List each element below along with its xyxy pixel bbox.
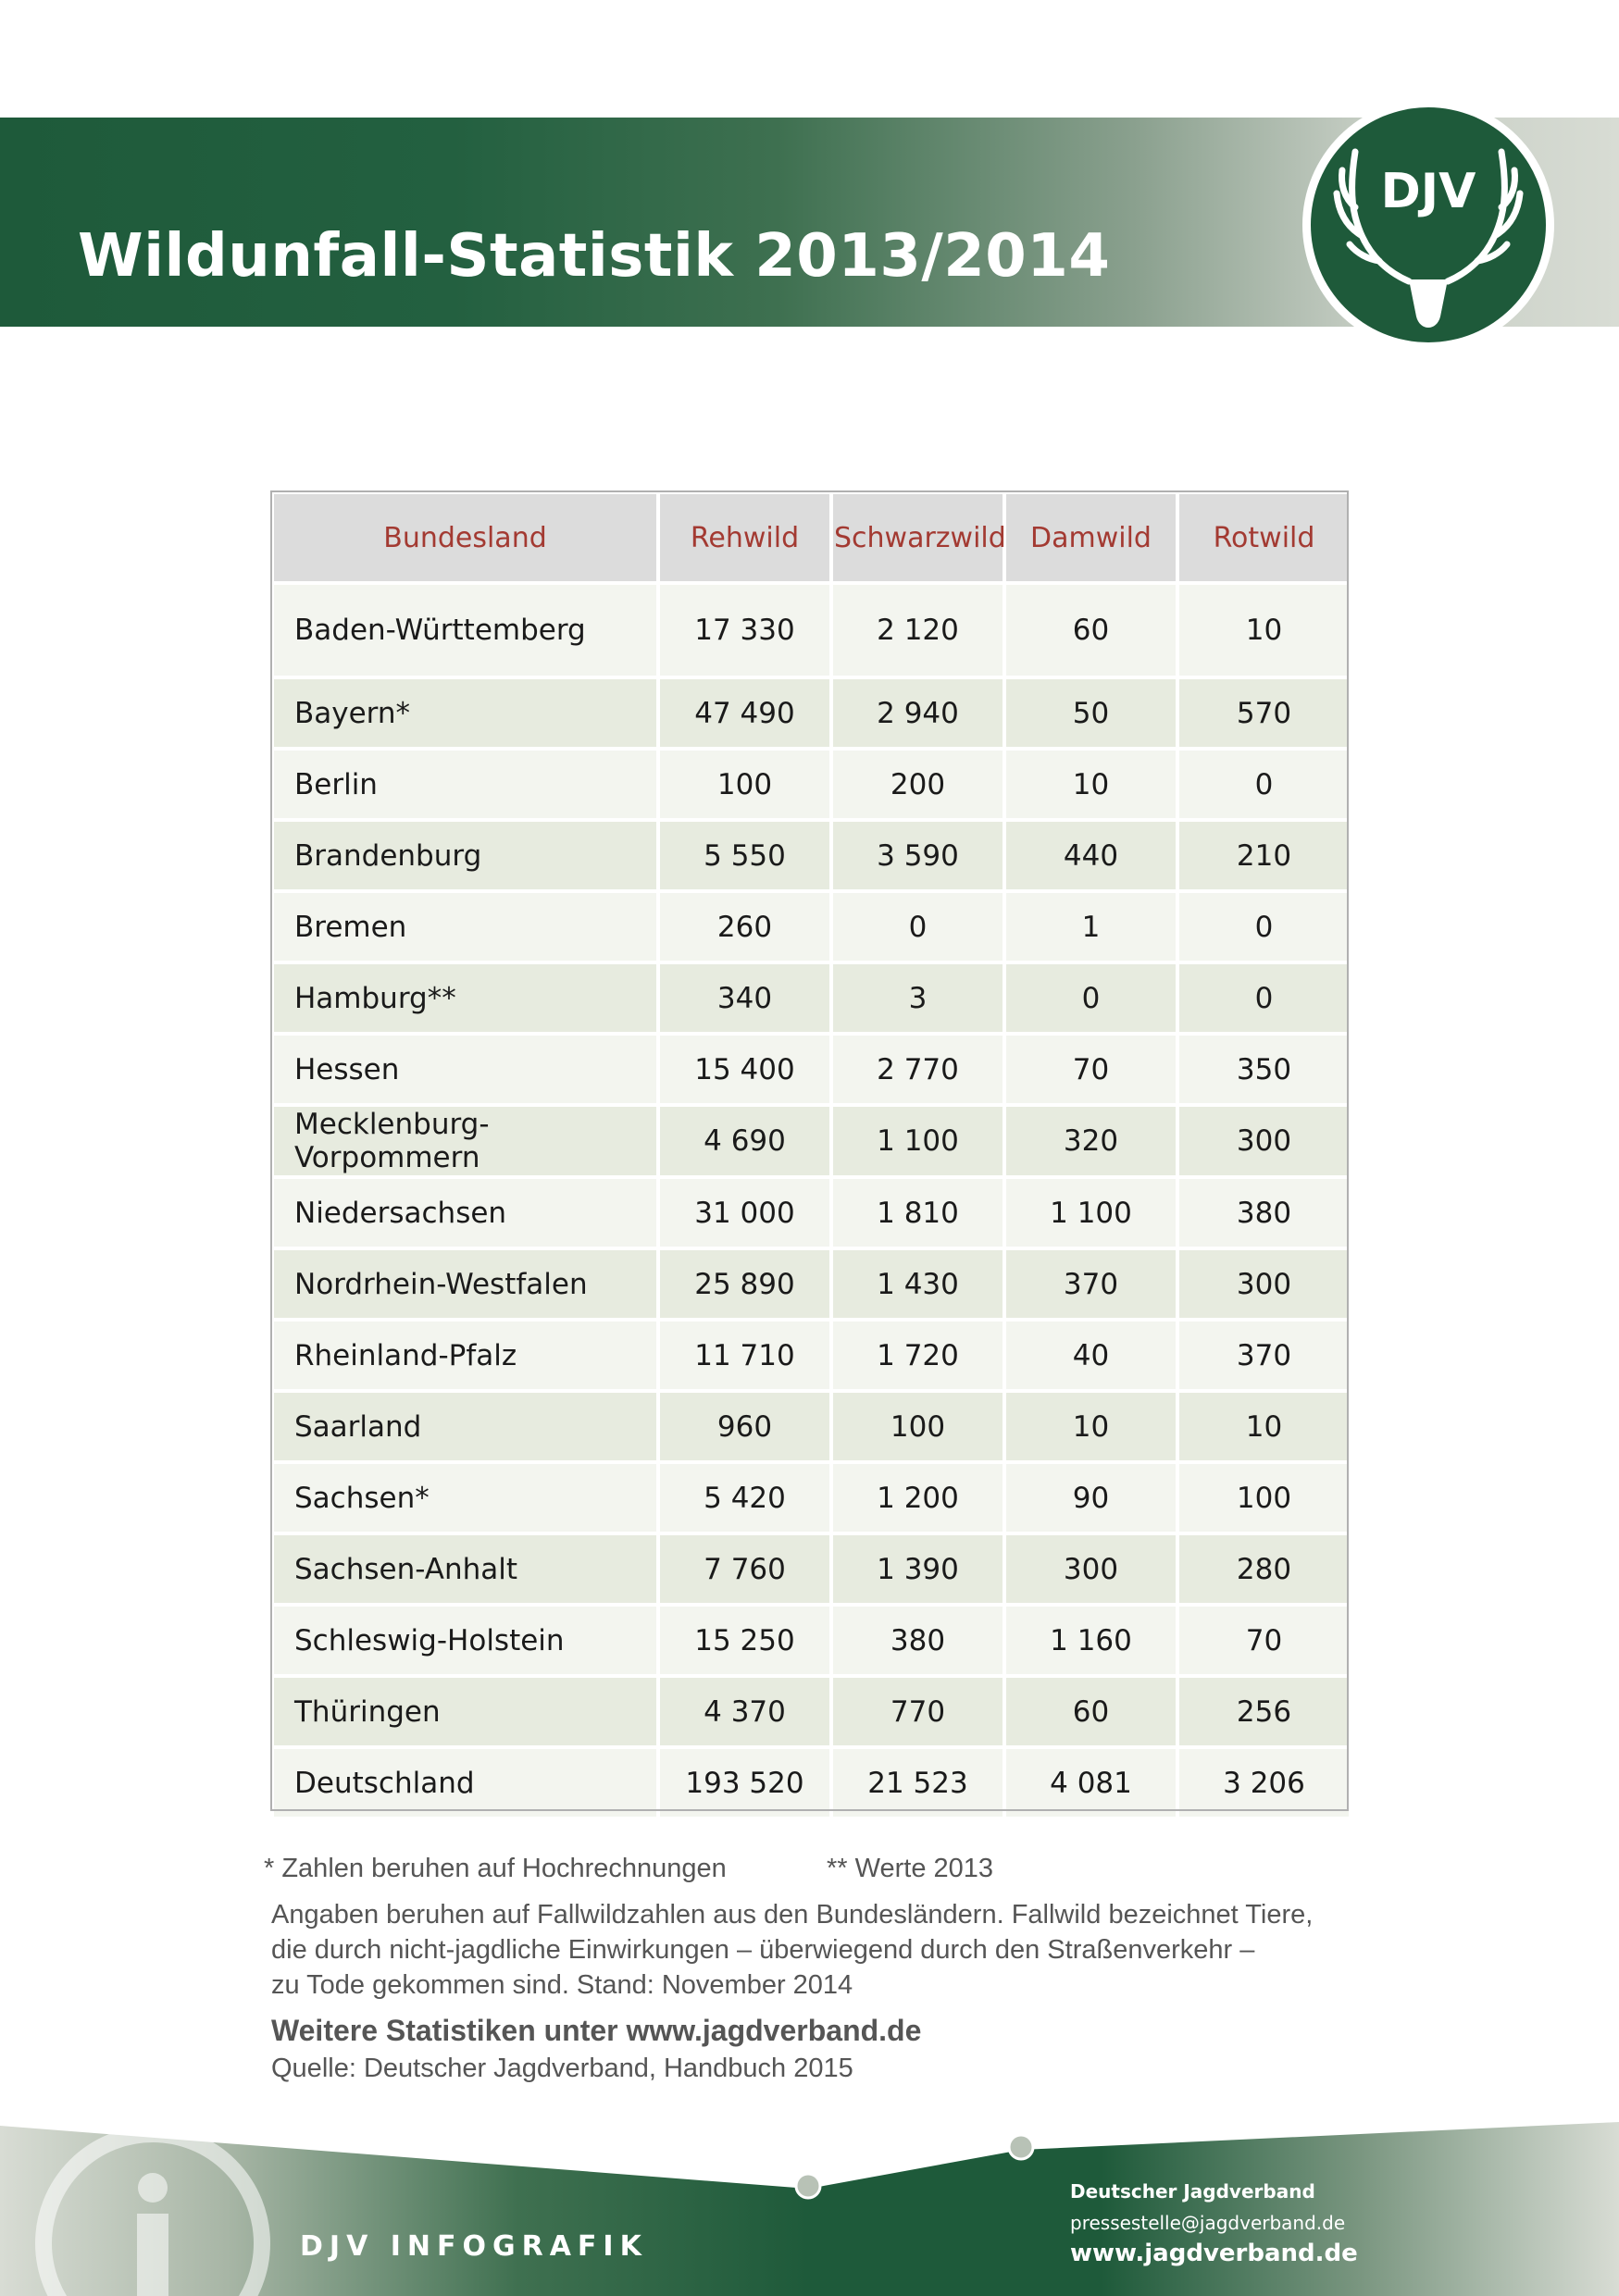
- table-row: [272, 891, 1351, 962]
- cell-rotwild: 570: [1177, 677, 1351, 749]
- column-header-rotwild: Rotwild: [1177, 492, 1351, 583]
- cell-damwild: 440: [1004, 820, 1177, 891]
- cell-bundesland: Nordrhein-Westfalen: [272, 1248, 658, 1320]
- cell-schwarzwild: 2 770: [831, 1034, 1004, 1105]
- table-row: [272, 1034, 1351, 1105]
- cell-schwarzwild: 0: [831, 891, 1004, 962]
- table-header-row: [272, 492, 1351, 583]
- cell-damwild: 370: [1004, 1248, 1177, 1320]
- cell-rehwild: 340: [658, 962, 831, 1034]
- table-row: [272, 1533, 1351, 1605]
- cell-bundesland: Sachsen*: [272, 1462, 658, 1533]
- cell-rehwild: 47 490: [658, 677, 831, 749]
- table-row: [272, 1605, 1351, 1676]
- table-row: [272, 1105, 1351, 1177]
- cell-schwarzwild: 1 810: [831, 1177, 1004, 1248]
- cell-damwild: 10: [1004, 749, 1177, 820]
- cell-damwild: 40: [1004, 1320, 1177, 1391]
- cell-rotwild: 280: [1177, 1533, 1351, 1605]
- cell-schwarzwild: 770: [831, 1676, 1004, 1747]
- cell-schwarzwild: 1 430: [831, 1248, 1004, 1320]
- cell-bundesland: Rheinland-Pfalz: [272, 1320, 658, 1391]
- cell-rehwild: 17 330: [658, 583, 831, 677]
- column-header-bundesland: Bundesland: [272, 492, 658, 583]
- footer-brand: DJV INFOGRAFIK: [300, 2230, 648, 2263]
- cell-schwarzwild: 2 940: [831, 677, 1004, 749]
- cell-rotwild: 0: [1177, 891, 1351, 962]
- cell-rehwild: 5 420: [658, 1462, 831, 1533]
- description-line-3: zu Tode gekommen sind. Stand: November 2014: [271, 1970, 853, 2000]
- cell-rehwild: 15 250: [658, 1605, 831, 1676]
- footer-node-right: [1009, 2135, 1033, 2159]
- cell-damwild: 10: [1004, 1391, 1177, 1462]
- column-header-schwarzwild: Schwarzwild: [831, 492, 1004, 583]
- cell-rotwild: 0: [1177, 962, 1351, 1034]
- cell-bundesland: Baden-Württemberg: [272, 583, 658, 677]
- cell-damwild: 300: [1004, 1533, 1177, 1605]
- cell-damwild: 90: [1004, 1462, 1177, 1533]
- cell-schwarzwild: 1 200: [831, 1462, 1004, 1533]
- description-line-2: die durch nicht-jagdliche Einwirkungen – überwiegend durch den Straßenverkehr –: [271, 1935, 1255, 1965]
- cell-rotwild: 350: [1177, 1034, 1351, 1105]
- cell-damwild: 4 081: [1004, 1747, 1177, 1818]
- table-row-total: [272, 1747, 1351, 1818]
- cell-bundesland: Saarland: [272, 1391, 658, 1462]
- cell-damwild: 1 100: [1004, 1177, 1177, 1248]
- cell-rotwild: 210: [1177, 820, 1351, 891]
- table-row: [272, 677, 1351, 749]
- cell-rehwild: 4 690: [658, 1105, 831, 1177]
- table-row: [272, 820, 1351, 891]
- cell-rehwild: 260: [658, 891, 831, 962]
- footer-node-left: [796, 2174, 820, 2198]
- footer-email[interactable]: pressestelle@jagdverband.de: [1070, 2212, 1346, 2234]
- cell-rotwild: 370: [1177, 1320, 1351, 1391]
- cell-damwild: 60: [1004, 1676, 1177, 1747]
- cell-rehwild: 193 520: [658, 1747, 831, 1818]
- cell-bundesland: Bayern*: [272, 677, 658, 749]
- cell-damwild: 0: [1004, 962, 1177, 1034]
- logo-text: DJV: [1380, 164, 1476, 219]
- cell-rotwild: 380: [1177, 1177, 1351, 1248]
- cell-schwarzwild: 21 523: [831, 1747, 1004, 1818]
- footer-band: [0, 2103, 1619, 2296]
- table-row: [272, 1177, 1351, 1248]
- more-stats-link[interactable]: Weitere Statistiken unter www.jagdverband.de: [271, 2014, 922, 2047]
- cell-schwarzwild: 3: [831, 962, 1004, 1034]
- cell-damwild: 60: [1004, 583, 1177, 677]
- cell-rehwild: 11 710: [658, 1320, 831, 1391]
- cell-bundesland: Hamburg**: [272, 962, 658, 1034]
- cell-damwild: 50: [1004, 677, 1177, 749]
- cell-schwarzwild: 1 720: [831, 1320, 1004, 1391]
- cell-bundesland: Schleswig-Holstein: [272, 1605, 658, 1676]
- cell-schwarzwild: 380: [831, 1605, 1004, 1676]
- cell-bundesland: Bremen: [272, 891, 658, 962]
- cell-rotwild: 70: [1177, 1605, 1351, 1676]
- column-header-rehwild: Rehwild: [658, 492, 831, 583]
- table-row: [272, 749, 1351, 820]
- cell-bundesland: Niedersachsen: [272, 1177, 658, 1248]
- wildunfall-table: [270, 490, 1352, 1820]
- cell-rotwild: 300: [1177, 1248, 1351, 1320]
- djv-logo: [1300, 96, 1557, 354]
- table-row: [272, 962, 1351, 1034]
- footnote-werte-2013: ** Werte 2013: [827, 1854, 994, 1883]
- cell-bundesland: Hessen: [272, 1034, 658, 1105]
- cell-damwild: 320: [1004, 1105, 1177, 1177]
- cell-schwarzwild: 2 120: [831, 583, 1004, 677]
- footer-website[interactable]: www.jagdverband.de: [1070, 2240, 1358, 2267]
- cell-damwild: 1 160: [1004, 1605, 1177, 1676]
- cell-schwarzwild: 1 100: [831, 1105, 1004, 1177]
- cell-rotwild: 300: [1177, 1105, 1351, 1177]
- cell-bundesland: Brandenburg: [272, 820, 658, 891]
- cell-bundesland: Mecklenburg-Vorpommern: [272, 1105, 658, 1177]
- cell-schwarzwild: 100: [831, 1391, 1004, 1462]
- table-row: [272, 1248, 1351, 1320]
- cell-bundesland: Berlin: [272, 749, 658, 820]
- footer-org: Deutscher Jagdverband: [1070, 2180, 1315, 2203]
- description-line-1: Angaben beruhen auf Fallwildzahlen aus den Bundesländern. Fallwild bezeichnet Tiere,: [271, 1900, 1314, 1930]
- cell-rehwild: 15 400: [658, 1034, 831, 1105]
- cell-rehwild: 7 760: [658, 1533, 831, 1605]
- column-header-damwild: Damwild: [1004, 492, 1177, 583]
- cell-damwild: 70: [1004, 1034, 1177, 1105]
- table-row: [272, 1320, 1351, 1391]
- page-title: Wildunfall-Statistik 2013/2014: [78, 222, 1111, 291]
- cell-rehwild: 25 890: [658, 1248, 831, 1320]
- cell-rehwild: 31 000: [658, 1177, 831, 1248]
- source-line: Quelle: Deutscher Jagdverband, Handbuch 2015: [271, 2054, 853, 2083]
- cell-damwild: 1: [1004, 891, 1177, 962]
- cell-bundesland: Sachsen-Anhalt: [272, 1533, 658, 1605]
- cell-rehwild: 960: [658, 1391, 831, 1462]
- table-row: [272, 1676, 1351, 1747]
- cell-rotwild: 100: [1177, 1462, 1351, 1533]
- cell-rotwild: 10: [1177, 1391, 1351, 1462]
- table-row: [272, 1462, 1351, 1533]
- cell-bundesland: Deutschland: [272, 1747, 658, 1818]
- cell-schwarzwild: 200: [831, 749, 1004, 820]
- table-row: [272, 1391, 1351, 1462]
- cell-bundesland: Thüringen: [272, 1676, 658, 1747]
- footnote-hochrechnungen: * Zahlen beruhen auf Hochrechnungen: [264, 1854, 727, 1883]
- table-row: [272, 583, 1351, 677]
- cell-rehwild: 5 550: [658, 820, 831, 891]
- cell-rotwild: 3 206: [1177, 1747, 1351, 1818]
- cell-schwarzwild: 1 390: [831, 1533, 1004, 1605]
- cell-rotwild: 0: [1177, 749, 1351, 820]
- cell-rotwild: 256: [1177, 1676, 1351, 1747]
- cell-rehwild: 100: [658, 749, 831, 820]
- cell-rotwild: 10: [1177, 583, 1351, 677]
- cell-rehwild: 4 370: [658, 1676, 831, 1747]
- cell-schwarzwild: 3 590: [831, 820, 1004, 891]
